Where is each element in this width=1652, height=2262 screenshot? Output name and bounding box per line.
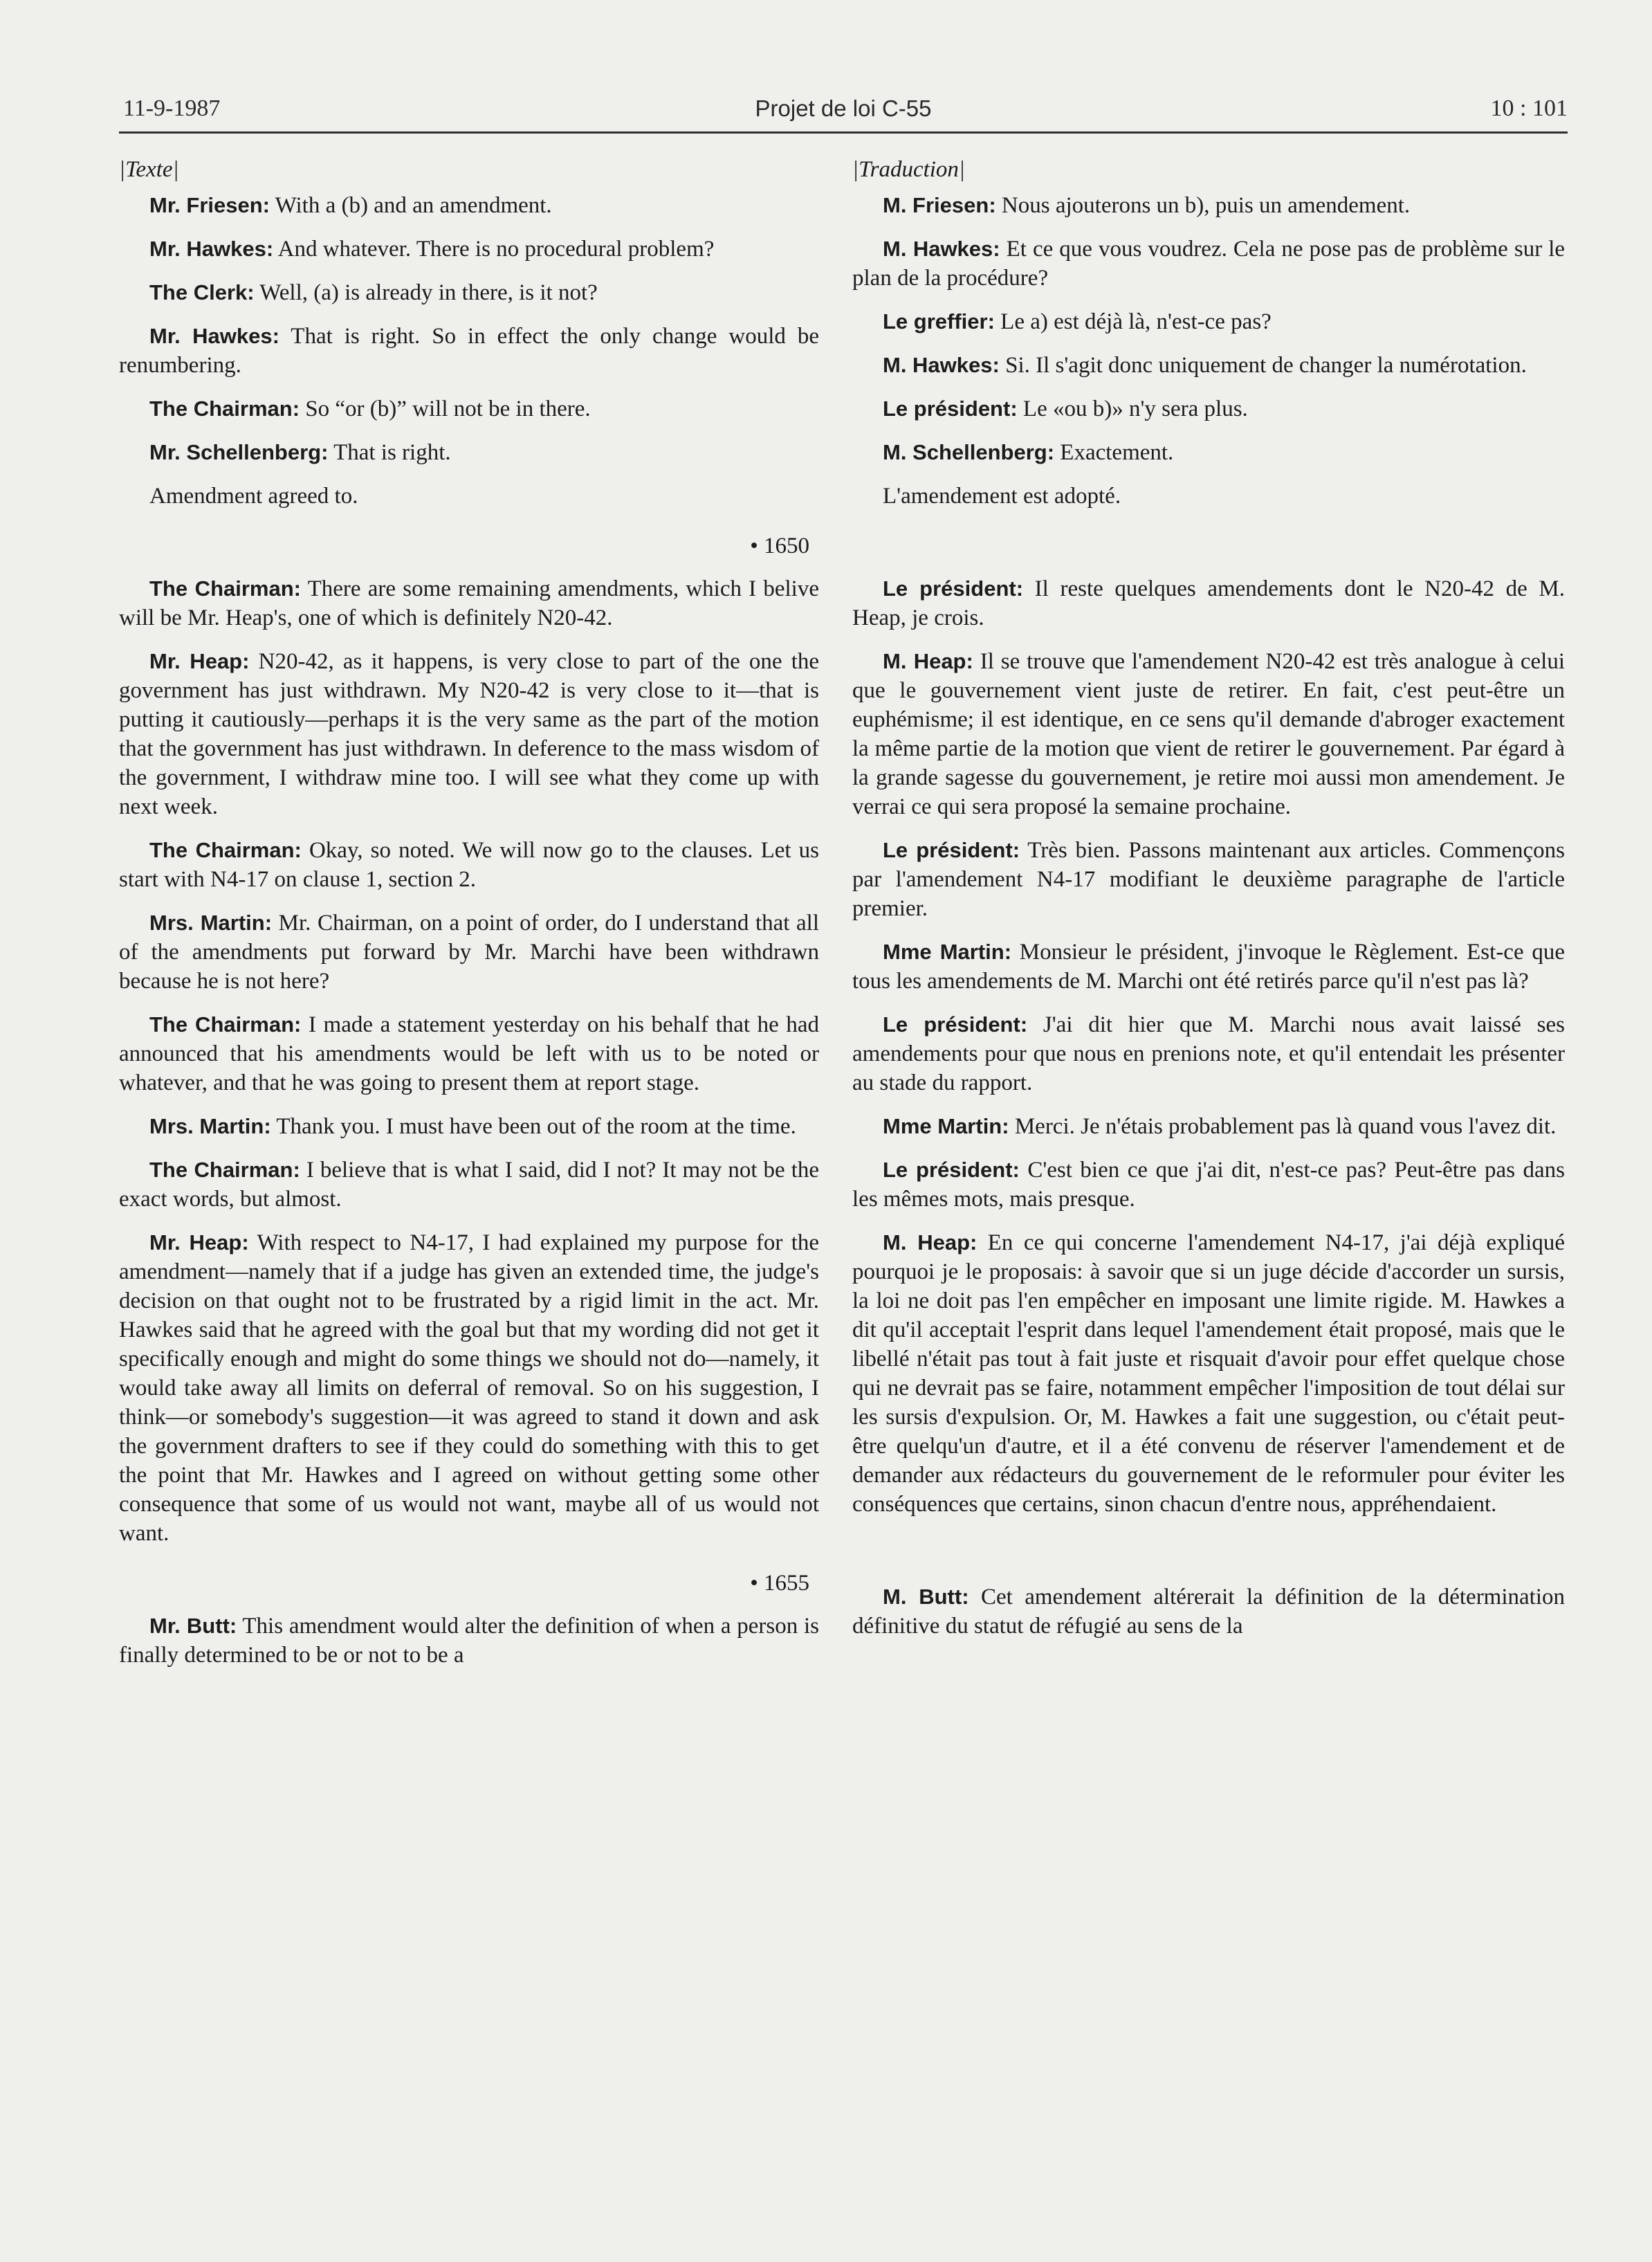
english-column [119, 145, 819, 1684]
speech-text: With a (b) and an amendment. [275, 193, 552, 218]
speech-paragraph [119, 647, 819, 821]
speech-paragraph [119, 438, 819, 467]
speech-paragraph [119, 1156, 819, 1214]
speaker-name: M. Butt: [883, 1585, 969, 1609]
speaker-name: Mr. Schellenberg: [149, 440, 329, 464]
speaker-name: Le président: [883, 396, 1018, 421]
speaker-name: The Chairman: [149, 396, 300, 421]
speaker-name: Mrs. Martin: [149, 911, 273, 935]
speaker-name: Le président: [883, 1012, 1028, 1037]
speaker-name: Le président: [883, 1158, 1020, 1182]
speech-text: Cet amendement altérerait la définition de la détermination définitive du statut de réfugié au sens de la [852, 1585, 1566, 1639]
speech-text: En ce qui concerne l'amendement N4-17, j'ai déjà expliqué pourquoi je le proposais: à savoir que si un juge décide d'accorder un sursis, la loi ne doit pas l'en empêcher en imposant une limite rigide. M. Hawkes a dit qu'il acceptait l'esprit dans lequel l'amendement était proposé, mais que le libellé n'était pas tout à fait juste et risquait d'avoir pour effet quelque chose qui ne devrait pas se faire, notamment empêcher l'imposition de tout délai sur les sursis d'expulsion. Or, M. Hawkes a fait une suggestion, ou c'était peut-être quelqu'un d'autre, et il a été convenu de réserver l'amendement et de demander aux rédacteurs du gouvernement de le reformuler pour éviter les conséquences que certains, sinon chacun d'entre nous, appréhendaient. [852, 1230, 1565, 1517]
speaker-name: The Chairman: [149, 1012, 302, 1037]
speaker-name: M. Heap: [883, 649, 973, 673]
page-header [119, 95, 1568, 129]
speaker-name: The Chairman: [149, 1158, 300, 1182]
speech-text: Thank you. I must have been out of the room at the time. [276, 1114, 796, 1139]
speech-text: And whatever. There is no procedural problem? [277, 237, 715, 262]
speech-text: There are some remaining amendments, which I belive will be Mr. Heap's, one of which is definitely N20-42. [119, 576, 819, 630]
speech-paragraph [119, 1112, 819, 1141]
speech-text: I believe that is what I said, did I not? It may not be the exact words, but almost. [119, 1158, 820, 1212]
speech-paragraph [852, 482, 1565, 511]
speaker-name: Mr. Friesen: [149, 193, 270, 217]
speech-paragraph [852, 235, 1565, 293]
speech-text: Nous ajouterons un b), puis un amendement. [1001, 193, 1411, 218]
speech-text: C'est bien ce que j'ai dit, n'est-ce pas? Peut-être pas dans les mêmes mots, mais presque. [852, 1158, 1565, 1212]
speaker-name: Mr. Hawkes: [149, 237, 274, 261]
speech-paragraph [119, 235, 819, 264]
speech-text: Très bien. Passons maintenant aux articles. Commençons par l'amendement N4-17 modifiant le deuxième paragraphe de l'article premier. [852, 838, 1565, 921]
speech-paragraph [119, 322, 819, 380]
speech-paragraph [119, 1228, 819, 1548]
speaker-name: Mrs. Martin: [149, 1114, 271, 1138]
speech-text: N20-42, as it happens, is very close to part of the one the government has just withdrawn. My N20-42 is very close to it—that is putting it cautiously—perhaps it is the very same as the part of the motion that the government has just withdrawn. In deference to the mass wisdom of the government, I withdraw mine too. I will see what they come up with next week. [119, 649, 820, 819]
speech-text: Well, (a) is already in there, is it not? [259, 280, 598, 305]
speech-text: Okay, so noted. We will now go to the clauses. Let us start with N4-17 on clause 1, section 2. [119, 838, 820, 892]
speech-text: I made a statement yesterday on his behalf that he had announced that his amendments would be left with us to be noted or whatever, and that he was going to present them at report stage. [119, 1012, 820, 1095]
header-page-number: 10 : 101 [1490, 95, 1568, 121]
speech-text: Si. Il s'agit donc uniquement de changer la numérotation. [1005, 353, 1527, 378]
header-title: Projet de loi C-55 [755, 95, 932, 121]
speaker-name: The Chairman: [149, 838, 302, 862]
speech-paragraph [852, 307, 1565, 336]
speech-paragraph [852, 1228, 1565, 1519]
speech-text: Merci. Je n'étais probablement pas là quand vous l'avez dit. [1014, 1114, 1557, 1139]
speaker-name: Mr. Butt: [149, 1614, 237, 1638]
speech-text: Amendment agreed to. [149, 484, 358, 509]
speech-text: L'amendement est adopté. [883, 484, 1121, 509]
speaker-name: Mme Martin: [883, 1114, 1009, 1138]
english-column-heading: |Texte| [119, 157, 179, 182]
speech-paragraph [119, 574, 819, 632]
speaker-name: M. Heap: [883, 1230, 978, 1255]
speaker-name: Mme Martin: [883, 940, 1012, 964]
speech-paragraph [852, 574, 1565, 632]
speech-paragraph [852, 438, 1565, 467]
speech-text: That is right. [333, 440, 451, 465]
speech-paragraph [119, 191, 819, 220]
speech-text: Le a) est déjà là, n'est-ce pas? [1000, 309, 1272, 334]
speech-paragraph [852, 1583, 1565, 1641]
speech-paragraph [852, 394, 1565, 423]
speech-paragraph [852, 351, 1565, 380]
speech-paragraph [119, 278, 819, 307]
speech-paragraph [852, 938, 1565, 996]
time-marker: • 1655 [750, 1571, 809, 1596]
speech-text: This amendment would alter the definition of when a person is finally determined to be or not to be a [119, 1614, 819, 1668]
time-marker [852, 531, 1565, 560]
speech-text: Il se trouve que l'amendement N20-42 est très analogue à celui que le gouvernement vient juste de retirer. En fait, c'est peut-être un euphémisme; il est identique, en ce sens qu'il demande d'abroger exactement la même partie de la motion que vient de retirer le gouvernement. Par égard à la grande sagesse du gouvernement, je retire moi aussi mon amendement. Je verrai ce qui sera proposé la semaine prochaine. [852, 649, 1565, 819]
french-column-heading: |Traduction| [852, 157, 966, 182]
speech-text: Exactement. [1060, 440, 1174, 465]
time-marker: • 1650 [750, 533, 809, 558]
speech-paragraph [119, 909, 819, 996]
speech-paragraph [852, 1010, 1565, 1097]
french-column [852, 145, 1565, 1655]
speech-paragraph [852, 1112, 1565, 1141]
speech-paragraph [119, 394, 819, 423]
speaker-name: Le président: [883, 838, 1020, 862]
speech-paragraph [119, 482, 819, 511]
speech-paragraph [852, 647, 1565, 821]
speaker-name: M. Hawkes: [883, 353, 1000, 377]
speech-paragraph [119, 836, 819, 894]
speech-text: Monsieur le président, j'invoque le Règlement. Est-ce que tous les amendements de M. Marchi ont été retirés parce qu'il n'est pas là? [852, 940, 1565, 994]
speaker-name: Mr. Heap: [149, 1230, 249, 1255]
speech-paragraph [852, 836, 1565, 923]
header-date: 11-9-1987 [123, 95, 221, 121]
speech-text: Le «ou b)» n'y sera plus. [1022, 396, 1248, 421]
speaker-name: Mr. Heap: [149, 649, 250, 673]
speaker-name: The Chairman: [149, 576, 301, 601]
speaker-name: M. Friesen: [883, 193, 996, 217]
time-marker [852, 1540, 1565, 1569]
speech-text: Il reste quelques amendements dont le N20-42 de M. Heap, je crois. [852, 576, 1565, 630]
speech-text: J'ai dit hier que M. Marchi nous avait laissé ses amendements pour que nous en prenions note, et qu'il entendait les présenter au stade du rapport. [852, 1012, 1565, 1095]
speaker-name: The Clerk: [149, 280, 255, 304]
speech-text: Mr. Chairman, on a point of order, do I understand that all of the amendments put forward by Mr. Marchi have been withdrawn because he is not here? [119, 911, 819, 994]
speaker-name: M. Schellenberg: [883, 440, 1055, 464]
header-rule [119, 131, 1568, 134]
speech-text: So “or (b)” will not be in there. [305, 396, 591, 421]
speech-paragraph [852, 1156, 1565, 1214]
speaker-name: Mr. Hawkes: [149, 324, 279, 348]
speaker-name: Le président: [883, 576, 1024, 601]
speech-text: Et ce que vous voudrez. Cela ne pose pas de problème sur le plan de la procédure? [852, 237, 1566, 291]
speech-paragraph [852, 191, 1565, 220]
speaker-name: M. Hawkes: [883, 237, 1000, 261]
speech-paragraph [119, 1010, 819, 1097]
speech-text: That is right. So in effect the only change would be renumbering. [119, 324, 819, 378]
speaker-name: Le greffier: [883, 309, 995, 334]
speech-paragraph [119, 1612, 819, 1670]
speech-text: With respect to N4-17, I had explained my purpose for the amendment—namely that if a judge has given an extended time, the judge's decision on that ought not to be frustrated by a rigid limit in the act. Mr. Hawkes said that he agreed with the goal but that my wording did not get it specifically enough and might do some things we should not do—namely, it would take away all limits on deferral of removal. So on his suggestion, I think—or somebody's suggestion—it was agreed to stand it down and ask the government drafters to see if they could do something with this to get the point that Mr. Hawkes and I agreed on without getting some other consequence that some of us would not want, maybe all of us would not want. [119, 1230, 820, 1546]
